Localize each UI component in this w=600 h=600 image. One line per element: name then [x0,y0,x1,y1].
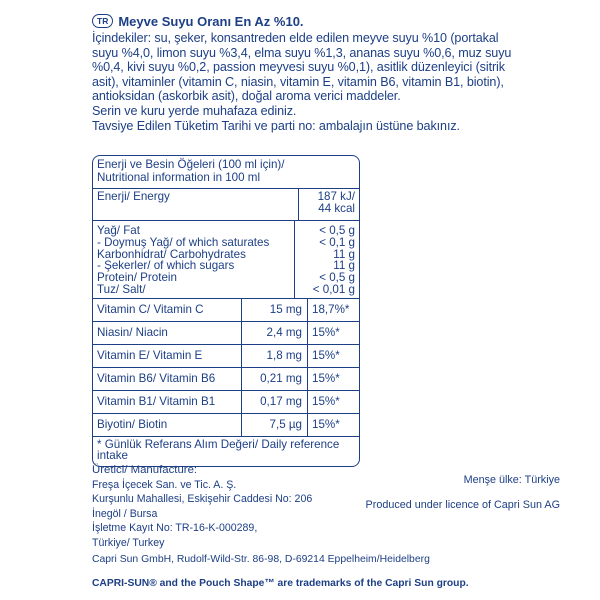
storage-instruction: Serin ve kuru yerde muhafaza ediniz. [92,103,297,118]
vitamin-percent: 18,7%* [307,299,359,321]
manufacturer-name: Freşa İçecek San. ve Tic. A. Ş. [92,478,237,491]
manufacturer-heading: Üretici/ Manufacture: [92,464,198,476]
vitamin-name: Vitamin C/ Vitamin C [97,302,204,316]
vitamin-row [93,298,359,321]
energy-value [298,189,359,220]
nutrient-value-fat: < 0,5 g [319,224,355,238]
capri-sun-address: Capri Sun GmbH, Rudolf-Wild-Str. 86-98, D-69214 Eppelheim/Heidelberg [92,554,430,565]
origin-block [366,473,560,512]
nutrient-labels [93,221,294,297]
energy-label: Enerji/ Energy [97,190,170,203]
ingredients-line: suyu %4,0, limon suyu %3,4, elma suyu %1,3, ananas suyu %0,6, muz suyu [92,45,512,60]
vitamin-amount: 1,8 mg [241,345,307,367]
nutrients-block [93,220,359,297]
licence-note: Produced under licence of Capri Sun AG [365,498,560,511]
manufacturer-street: Kurşunlu Mahallesi, Eskişehir Caddesi No: 206 [92,493,313,506]
vitamin-amount: 7,5 µg [241,414,307,436]
nutrition-table-header [93,156,359,188]
vitamin-amount: 0,21 mg [241,368,307,390]
nutrient-label-fat: Yağ/ Fat [97,224,140,238]
vitamin-percent: 15%* [307,368,359,390]
vitamin-row [93,390,359,413]
label-text-block [92,12,552,133]
reference-intake-footnote: * Günlük Referans Alım Değeri/ Daily reference intake [97,437,340,463]
vitamin-percent: 15%* [307,345,359,367]
nutrient-label-saturates: - Doymuş Yağ/ of which saturates [97,236,270,250]
manufacturer-country: Türkiye/ Turkey [92,536,165,549]
country-of-origin: Menşe ülke: Türkiye [463,474,560,486]
ingredients-line: asit), vitaminler (vitamin C, niasin, vitamin E, vitamin B6, vitamin B1, biotin), [92,74,504,89]
header-line-tr: Enerji ve Besin Öğeleri (100 ml için)/ [97,158,285,171]
nutrient-label-salt: Tuz/ Salt/ [97,282,146,296]
ingredients-line: antioksidan (askorbik asit), doğal aroma verici maddeler. [92,89,401,104]
vitamin-name: Vitamin B1/ Vitamin B1 [97,394,216,408]
nutrient-value-sugars: 11 g [333,259,355,273]
nutrient-values [294,221,359,297]
vitamin-name: Niasin/ Niacin [97,325,168,339]
juice-ratio-heading [92,12,552,30]
nutrient-value-protein: < 0,5 g [319,271,355,285]
vitamin-percent: 15%* [307,391,359,413]
registration-number: İşletme Kayıt No: TR-16-K-000289, [92,522,258,535]
nutrition-table [92,155,360,467]
ingredients-line: İçindekiler: su, şeker, konsantreden elde edilen meyve suyu %10 (portakal [92,31,499,45]
tr-language-badge: TR [92,14,113,28]
vitamin-percent: 15%* [307,414,359,436]
vitamin-row [93,413,359,436]
vitamin-name: Vitamin B6/ Vitamin B6 [97,371,216,385]
nutrient-value-carbohydrates: 11 g [333,247,355,261]
vitamin-row [93,344,359,367]
manufacturer-city: İnegöl / Bursa [92,507,158,520]
vitamin-name: Biyotin/ Biotin [97,417,168,431]
header-line-en: Nutritional information in 100 ml [97,170,261,184]
vitamin-amount: 15 mg [241,299,307,321]
manufacturer-block [92,463,312,551]
best-before-note: Tavsiye Edilen Tüketim Tarihi ve parti no: ambalajın üstüne bakınız. [92,118,460,133]
vitamin-percent: 15%* [307,322,359,344]
energy-row [93,188,359,220]
nutrient-value-saturates: < 0,1 g [319,236,355,250]
vitamin-row [93,367,359,390]
vitamin-amount: 2,4 mg [241,322,307,344]
nutrient-label-carbohydrates: Karbonhidrat/ Carbohydrates [97,247,246,261]
vitamin-amount: 0,17 mg [241,391,307,413]
ingredients-line: %0,4, kivi suyu %0,2, passion meyvesi suyu %0,1), asitlik düzenleyici (sitrik [92,60,505,75]
trademark-notice: CAPRI-SUN® and the Pouch Shape™ are trademarks of the Capri Sun group. [92,578,469,589]
vitamin-name: Vitamin E/ Vitamin E [97,348,203,362]
nutrient-label-protein: Protein/ Protein [97,271,177,285]
energy-kj: 187 kJ/ [317,190,355,203]
energy-kcal: 44 kcal [318,201,355,215]
vitamin-row [93,321,359,344]
nutrient-label-sugars: - Şekerler/ of which sugars [97,259,235,273]
ingredients-text [92,31,552,133]
nutrient-value-salt: < 0,01 g [312,282,355,296]
juice-ratio-title: Meyve Suyu Oranı En Az %10. [118,13,304,29]
